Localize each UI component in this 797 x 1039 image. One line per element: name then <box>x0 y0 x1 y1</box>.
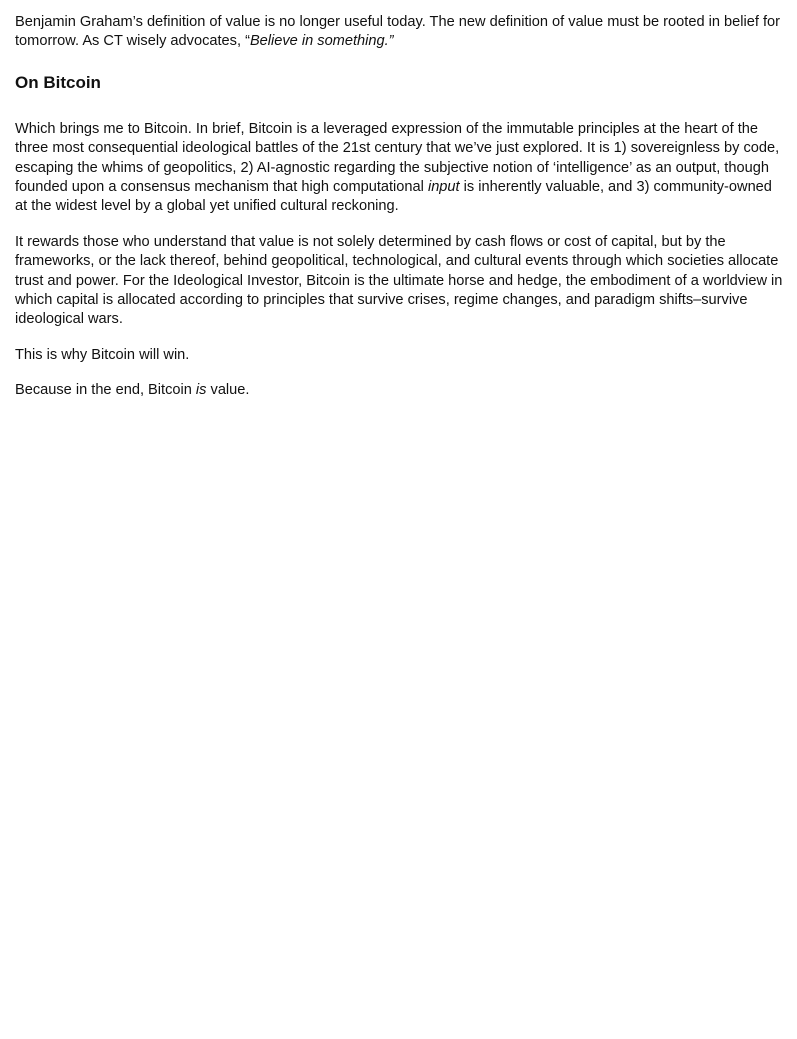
section-heading: On Bitcoin <box>15 72 101 92</box>
paragraph-1-italic: input <box>427 179 460 196</box>
closing-text-start: Because in the end, Bitcoin <box>15 382 196 399</box>
closing-paragraph <box>15 381 784 400</box>
bitcoin-paragraph-2: It rewards those who understand that value is not solely determined by cash flows or cost of capital, but by the frameworks, or the lack thereof, behind geopolitical, technological, and cultural events through which societies allocate trust and power. For the Ideological Investor, Bitcoin is the ultimate horse and hedge, the embodiment of a worldview in which capital is allocated according to principles that survive crises, regime changes, and paradigm shifts–survive ideological wars. <box>15 233 783 328</box>
intro-text: Benjamin Graham’s definition of value is no longer useful today. The new definition of value must be rooted in belief for tomorrow. As CT wisely advocates, “ <box>15 14 781 50</box>
closing-text-end: value. <box>206 382 250 399</box>
paragraph-1-text-end: is inherently valuable, and 3) community-owned at the widest level by a global yet unified cultural reckoning. <box>15 179 772 215</box>
intro-paragraph <box>15 13 784 52</box>
intro-quote: Believe in something.” <box>249 33 394 50</box>
closing-italic: is <box>195 382 207 399</box>
article-body <box>0 0 797 401</box>
bitcoin-paragraph-3: This is why Bitcoin will win. <box>15 346 190 363</box>
bitcoin-paragraph-1 <box>15 120 784 217</box>
paragraph-1-text-start: Which brings me to Bitcoin. In brief, Bitcoin is a leveraged expression of the immutable principles at the heart of the three most consequential ideological battles of the 21st century that we’ve just explored. It is 1) sovereignless by code, escaping the whims of geopolitics, 2) AI-agnostic regarding the subjective notion of ‘intelligence’ as an output, though founded upon a consensus mechanism that high computational <box>15 120 780 196</box>
